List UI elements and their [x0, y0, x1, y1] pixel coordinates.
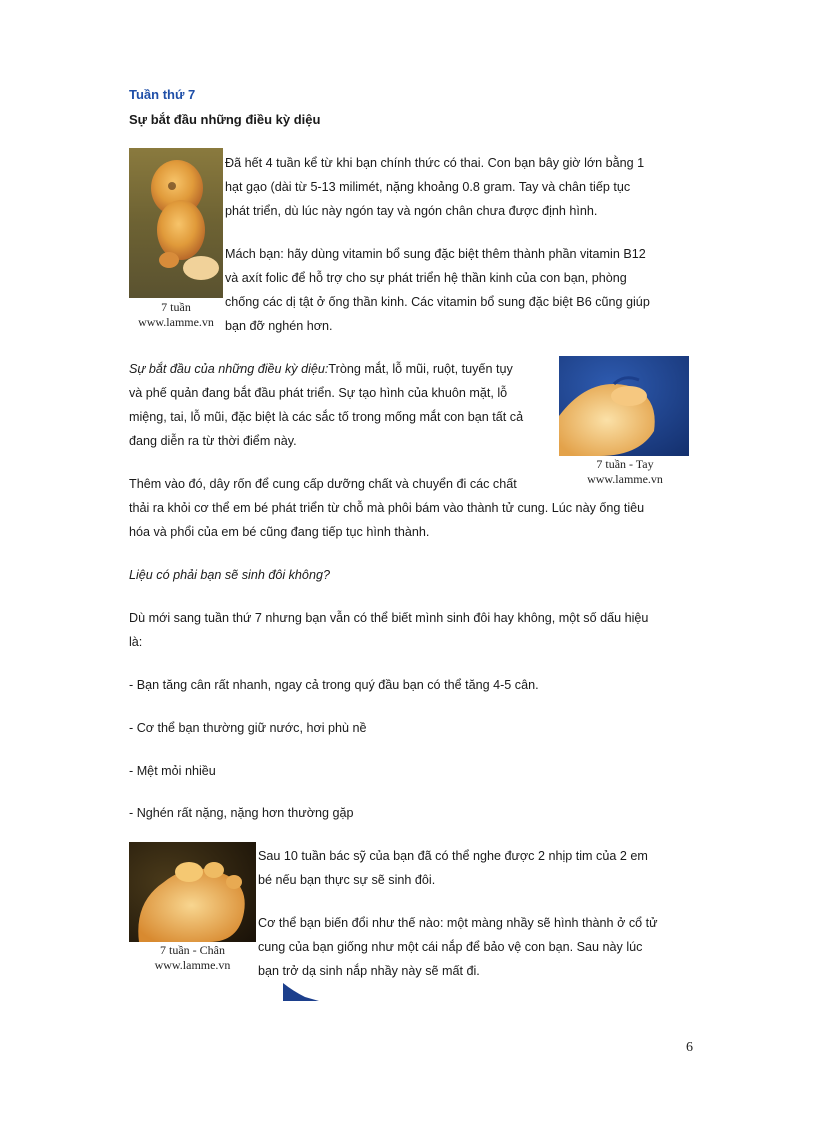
week-title: Tuần thứ 7: [129, 87, 196, 102]
embryo-photo-7-weeks: [129, 148, 223, 298]
cord-line-1: Thêm vào đó, dây rốn để cung cấp dưỡng chất và chuyển đi các chất: [129, 477, 517, 491]
body-change-line-3: bạn trở dạ sinh nắp nhầy này sẽ mất đi.: [258, 964, 480, 978]
twins-sign: - Nghén rất nặng, nặng hơn thường gặp: [129, 806, 354, 820]
wonders-line-4: đang diễn ra từ thời điểm này.: [129, 434, 297, 448]
twins-intro-line-1: Dù mới sang tuần thứ 7 nhưng bạn vẫn có thể biết mình sinh đôi hay không, một số dấu hiệu: [129, 611, 649, 625]
tip-line-2: và axít folic để hỗ trợ cho sự phát triển hệ thần kinh của con bạn, phòng: [225, 271, 627, 285]
twins-sign: - Cơ thể bạn thường giữ nước, hơi phù nề: [129, 721, 367, 735]
intro-line-2: hạt gạo (dài từ 5-13 milimét, nặng khoảng 0.8 gram. Tay và chân tiếp tục: [225, 180, 631, 194]
embryo-foot-photo: [129, 842, 256, 942]
wonders-line-3: miệng, tai, lỗ mũi, đặc biệt là các sắc tố trong mống mắt con bạn tất cả: [129, 410, 524, 424]
twins-sign: - Bạn tăng cân rất nhanh, ngay cả trong quý đầu bạn có thể tăng 4-5 cân.: [129, 678, 539, 692]
body-change-line-2: cung của bạn giống như một cái nắp để bảo vệ con bạn. Sau này lúc: [258, 940, 643, 954]
caption-title: 7 tuần: [161, 300, 191, 314]
heartbeat-line-2: bé nếu bạn thực sự sẽ sinh đôi.: [258, 873, 436, 887]
section-title: Sự bắt đầu những điều kỳ diệu: [129, 112, 321, 127]
intro-line-1: Đã hết 4 tuần kể từ khi bạn chính thức có thai. Con bạn bây giờ lớn bằng 1: [225, 156, 645, 170]
embryo-hand-photo: [559, 356, 689, 456]
tip-line-1: Mách bạn: hãy dùng vitamin bổ sung đặc biệt thêm thành phần vitamin B12: [225, 247, 646, 261]
wonders-line-2: và phế quản đang bắt đầu phát triển. Sự tạo hình của khuôn mặt, lỗ: [129, 386, 508, 400]
body-change-line-1: Cơ thể bạn biến đổi như thế nào: một màng nhầy sẽ hình thành ở cổ tử: [258, 916, 658, 930]
cord-line-3: hóa và phổi của em bé cũng đang tiếp tục hình thành.: [129, 525, 430, 539]
twins-intro-line-2: là:: [129, 635, 143, 649]
tip-line-4: bạn đỡ nghén hơn.: [225, 319, 333, 333]
caption-source: www.lamme.vn: [154, 958, 231, 972]
heartbeat-line-1: Sau 10 tuần bác sỹ của bạn đã có thể nghe được 2 nhịp tim của 2 em: [258, 849, 648, 863]
caption-source: www.lamme.vn: [138, 315, 214, 329]
intro-line-3: phát triển, dù lúc này ngón tay và ngón chân chưa được định hình.: [225, 204, 598, 218]
page-number: 6: [686, 1040, 693, 1055]
tip-line-3: chống các dị tật ở ống thần kinh. Các vitamin bổ sung đặc biệt B6 cũng giúp: [225, 295, 650, 309]
hand-photo-caption: [555, 457, 695, 487]
embryo-photo-caption: [129, 300, 223, 330]
twins-heading: Liệu có phải bạn sẽ sinh đôi không?: [129, 568, 330, 582]
caption-source: www.lamme.vn: [587, 472, 663, 486]
wonders-lead: Sự bắt đầu của những điều kỳ diệu:: [129, 362, 329, 376]
caption-title: 7 tuần - Chân: [160, 943, 225, 957]
twins-sign: - Mệt mỏi nhiều: [129, 764, 216, 778]
caption-title: 7 tuần - Tay: [596, 457, 654, 471]
wonders-line-1-rest: Tròng mắt, lỗ mũi, ruột, tuyến tụy: [328, 362, 513, 376]
cord-line-2: thải ra khỏi cơ thể em bé phát triển từ chỗ mà phôi bám vào thành tử cung. Lúc này ống tiêu: [129, 501, 645, 515]
foot-photo-caption: [129, 943, 256, 973]
wonders-line-1: [129, 357, 513, 381]
decorative-corner-shape: [283, 983, 319, 1001]
